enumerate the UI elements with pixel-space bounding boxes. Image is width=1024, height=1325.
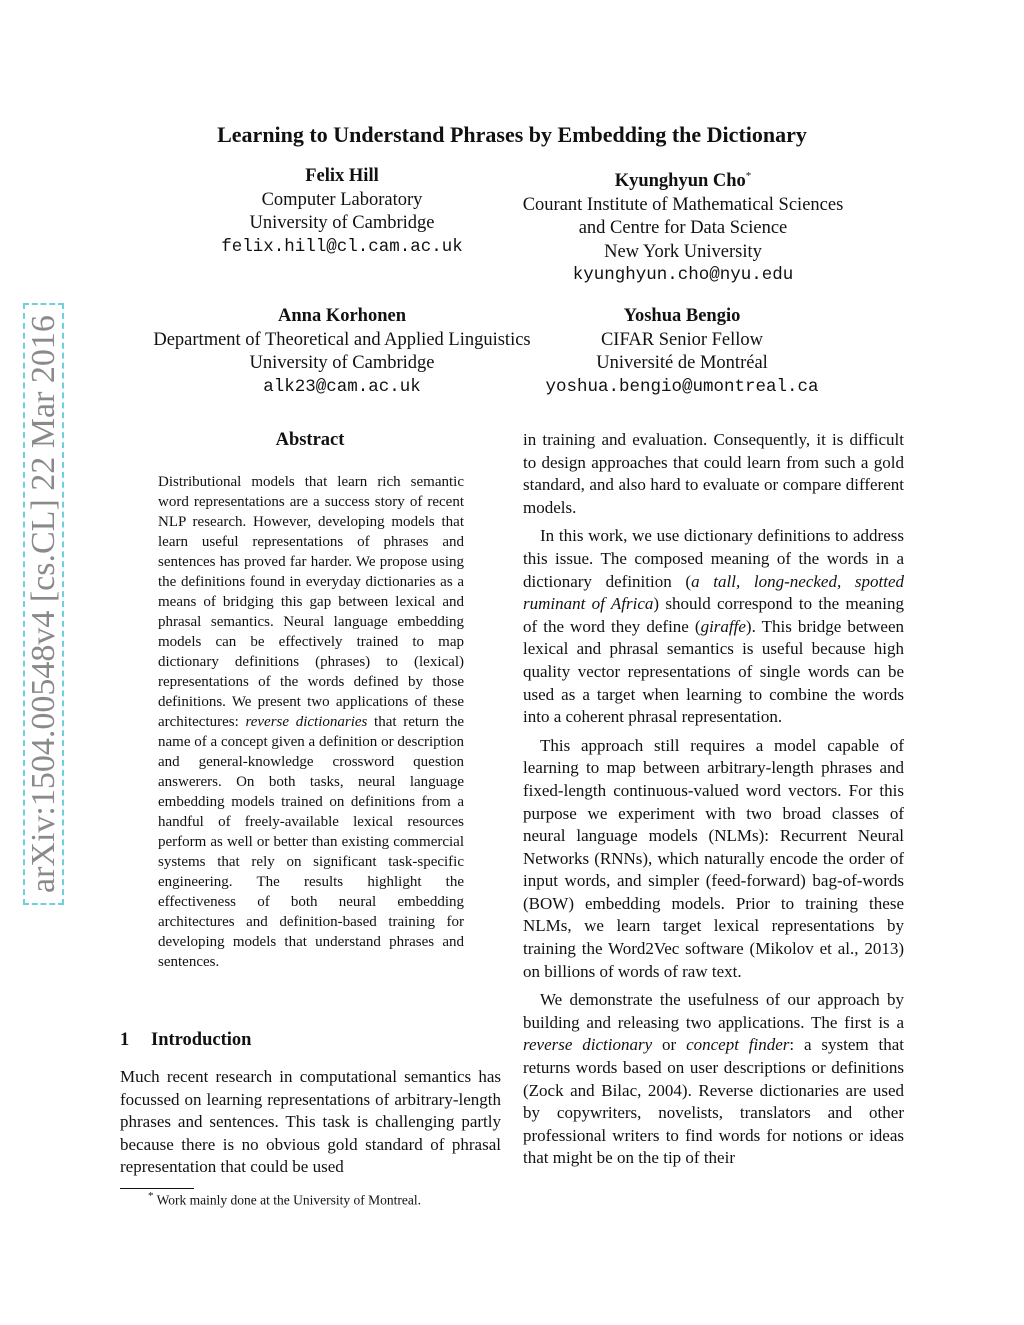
right-column-body	[523, 429, 904, 1170]
footnote-rule	[120, 1188, 194, 1189]
author-affiliation: Université de Montréal	[596, 353, 768, 373]
author-block-bengio	[512, 305, 852, 399]
emphasis: a tall, long-necked, spotted ruminant of Africa	[523, 571, 905, 614]
paper-title: Learning to Understand Phrases by Embedding the Dictionary	[217, 122, 807, 147]
footnote-text: Work mainly done at the University of Montreal.	[156, 1192, 421, 1208]
footnote-marker: *	[148, 1190, 154, 1202]
body-paragraph: This approach still requires a model capable of learning to map between arbitrary-length phrases and fixed-length continuous-valued word vectors. For this purpose we experiment with two broad classes of neural language models (NLMs): Recurrent Neural Networks (RNNs), which naturally encode the order of input words, and simpler (feed-forward) bag-of-words (BOW) embedding models. Prior to training these NLMs, we learn target lexical representations by training the Word2Vec software (Mikolov et al., 2013) on billions of words of raw text.	[523, 735, 904, 981]
author-block-cho	[505, 165, 861, 288]
abstract-body	[158, 472, 464, 972]
author-block-korhonen	[127, 305, 557, 399]
author-affiliation: University of Cambridge	[249, 353, 435, 373]
body-paragraph: We demonstrate the usefulness of our approach by building and releasing two applications. The first is a reverse dictionary or concept finder: a system that returns words based on user descriptions or definitions (Zock and Bilac, 2004). Reverse dictionaries are used by copywriters, novelists, translators and other professional writers to find words for notions or ideas that might be on the tip of their	[523, 990, 905, 1168]
footnote-marker: *	[745, 170, 752, 182]
section-number: 1	[120, 1030, 130, 1050]
author-block-hill	[192, 165, 492, 259]
author-email[interactable]: felix.hill@cl.cam.ac.uk	[221, 236, 463, 257]
arxiv-identifier: arXiv:1504.00548v4 [cs.CL] 22 Mar 2016	[22, 315, 66, 905]
author-affiliation: and Centre for Data Science	[578, 218, 788, 239]
emphasis: reverse dictionary	[523, 1035, 653, 1055]
author-affiliation: University of Cambridge	[249, 213, 435, 233]
emphasis: concept finder	[686, 1035, 790, 1055]
author-name: Kyunghyun Cho*	[614, 170, 752, 192]
author-affiliation: Computer Laboratory	[261, 189, 423, 210]
body-paragraph: In this work, we use dictionary definitions to address this issue. The composed meaning of the words in a dictionary definition (a tall, long-necked, spotted ruminant of Africa) should correspond to the meaning of the word they define (giraffe). This bridge between lexical and phrasal semantics is useful because high quality vector representations of single words can be used as a target when learning to combine the words into a coherent phrasal representation.	[523, 526, 905, 727]
author-name: Felix Hill	[305, 166, 379, 186]
body-paragraph: Much recent research in computational semantics has focussed on learning representations of arbitrary-length phrases and sentences. This task is challenging partly because there is no obvious gold standard of phrasal representation that could be used	[120, 1067, 501, 1177]
section-heading-introduction	[120, 1030, 251, 1051]
abstract-paragraph: Distributional models that learn rich semantic word representations are a success story of recent NLP research. However, developing models that learn useful representations of phrases and sentences has proved far harder. We propose using the definitions found in everyday dictionaries as a means of bridging this gap between lexical and phrasal semantics. Neural language embedding models can be effectively trained to map dictionary definitions (phrases) to (lexical) representations of the words defined by those definitions. We present two applications of these architectures: reverse dictionaries that return the name of a concept given a definition or description and general-knowledge crossword question answerers. On both tasks, neural language embedding models trained on definitions from a handful of freely-available lexical resources perform as well or better than existing commercial systems that rely on significant task-specific engineering. The results highlight the effectiveness of both neural embedding architectures and definition-based training for developing models that understand phrases and sentences.	[158, 474, 464, 970]
author-name: Anna Korhonen	[278, 306, 406, 326]
abstract-heading: Abstract	[275, 430, 345, 450]
author-email[interactable]: yoshua.bengio@umontreal.ca	[545, 376, 819, 397]
emphasis: reverse dictionaries	[245, 714, 368, 730]
author-email[interactable]: alk23@cam.ac.uk	[263, 376, 421, 397]
author-affiliation: Department of Theoretical and Applied Linguistics	[153, 329, 531, 350]
author-email[interactable]: kyunghyun.cho@nyu.edu	[572, 265, 794, 286]
author-affiliation: New York University	[604, 241, 762, 262]
body-paragraph: in training and evaluation. Consequently, it is difficult to design approaches that could learn from such a gold standard, and also hard to evaluate or compare different models.	[523, 430, 904, 517]
footnote	[148, 1190, 421, 1209]
left-column-body	[120, 1066, 501, 1179]
author-affiliation: CIFAR Senior Fellow	[600, 329, 764, 350]
section-title: Introduction	[151, 1030, 252, 1050]
emphasis: giraffe	[700, 616, 746, 636]
author-name: Yoshua Bengio	[623, 306, 741, 326]
author-affiliation: Courant Institute of Mathematical Sciences	[522, 194, 844, 215]
